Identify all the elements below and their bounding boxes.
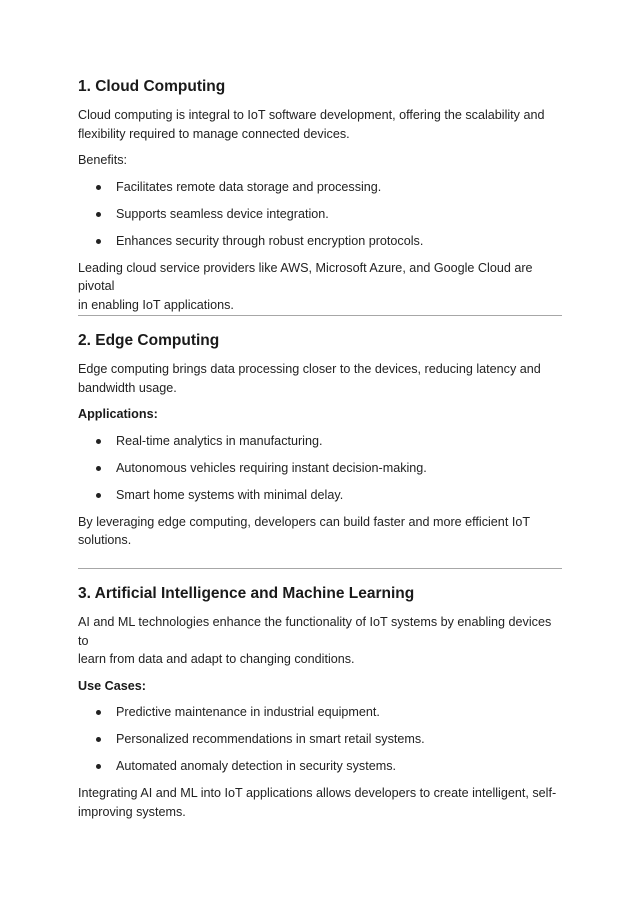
intro-line: flexibility required to manage connected devices. xyxy=(78,126,350,141)
bullet-icon xyxy=(96,185,101,190)
list-item-text: Automated anomaly detection in security systems. xyxy=(116,759,396,773)
section-outro xyxy=(78,784,562,821)
section-heading: 1. Cloud Computing xyxy=(78,78,226,95)
list-item xyxy=(78,730,562,749)
bullet-icon xyxy=(96,212,101,217)
section-outro xyxy=(78,259,562,315)
section-outro xyxy=(78,513,562,550)
bullet-icon xyxy=(96,239,101,244)
list-item-text: Enhances security through robust encryption protocols. xyxy=(116,233,424,248)
section-heading: 2. Edge Computing xyxy=(78,332,220,349)
list-item xyxy=(78,703,562,722)
bullet-list xyxy=(78,432,562,505)
list-item xyxy=(78,459,562,478)
bullet-icon xyxy=(96,710,101,715)
section-intro xyxy=(78,613,562,669)
section-intro xyxy=(78,360,562,397)
bullet-icon xyxy=(96,439,101,444)
section-cloud-computing xyxy=(78,77,562,314)
bullet-icon xyxy=(96,466,101,471)
list-item xyxy=(78,205,562,224)
section-intro xyxy=(78,106,562,143)
list-item xyxy=(78,178,562,197)
outro-line: in enabling IoT applications. xyxy=(78,297,234,312)
bullet-icon xyxy=(96,493,101,498)
bullet-icon xyxy=(96,764,101,769)
list-item xyxy=(78,757,562,776)
list-item-text: Facilitates remote data storage and processing. xyxy=(116,179,382,194)
section-divider xyxy=(78,568,562,569)
list-item-text: Autonomous vehicles requiring instant decision-making. xyxy=(116,460,427,475)
outro-line: Integrating AI and ML into IoT applications allows developers to create intelligent, self- xyxy=(78,786,557,800)
section-edge-computing xyxy=(78,331,562,550)
section-ai-ml xyxy=(78,584,562,821)
outro-line: By leveraging edge computing, developers can build faster and more efficient IoT xyxy=(78,514,531,529)
list-label: Use Cases: xyxy=(78,678,146,693)
intro-line: bandwidth usage. xyxy=(78,380,177,395)
bullet-list xyxy=(78,703,562,776)
bullet-list xyxy=(78,178,562,251)
section-divider xyxy=(78,315,562,316)
outro-line: improving systems. xyxy=(78,804,186,819)
list-item xyxy=(78,232,562,251)
intro-line: Cloud computing is integral to IoT software development, offering the scalability and xyxy=(78,108,545,122)
list-item-text: Smart home systems with minimal delay. xyxy=(116,487,344,502)
list-item-text: Personalized recommendations in smart retail systems. xyxy=(116,732,425,746)
list-item xyxy=(78,432,562,451)
intro-line: learn from data and adapt to changing conditions. xyxy=(78,652,355,666)
list-item-text: Real-time analytics in manufacturing. xyxy=(116,433,323,448)
outro-line: Leading cloud service providers like AWS, Microsoft Azure, and Google Cloud are pivotal xyxy=(78,260,533,293)
intro-line: Edge computing brings data processing closer to the devices, reducing latency and xyxy=(78,362,541,376)
intro-line: AI and ML technologies enhance the functionality of IoT systems by enabling devices to xyxy=(78,615,552,648)
list-item-text: Supports seamless device integration. xyxy=(116,206,329,221)
outro-line: solutions. xyxy=(78,533,132,547)
list-item xyxy=(78,486,562,505)
section-heading: 3. Artificial Intelligence and Machine Learning xyxy=(78,585,415,602)
list-label: Applications: xyxy=(78,407,158,421)
list-item-text: Predictive maintenance in industrial equipment. xyxy=(116,705,380,719)
list-label: Benefits: xyxy=(78,153,128,167)
bullet-icon xyxy=(96,737,101,742)
